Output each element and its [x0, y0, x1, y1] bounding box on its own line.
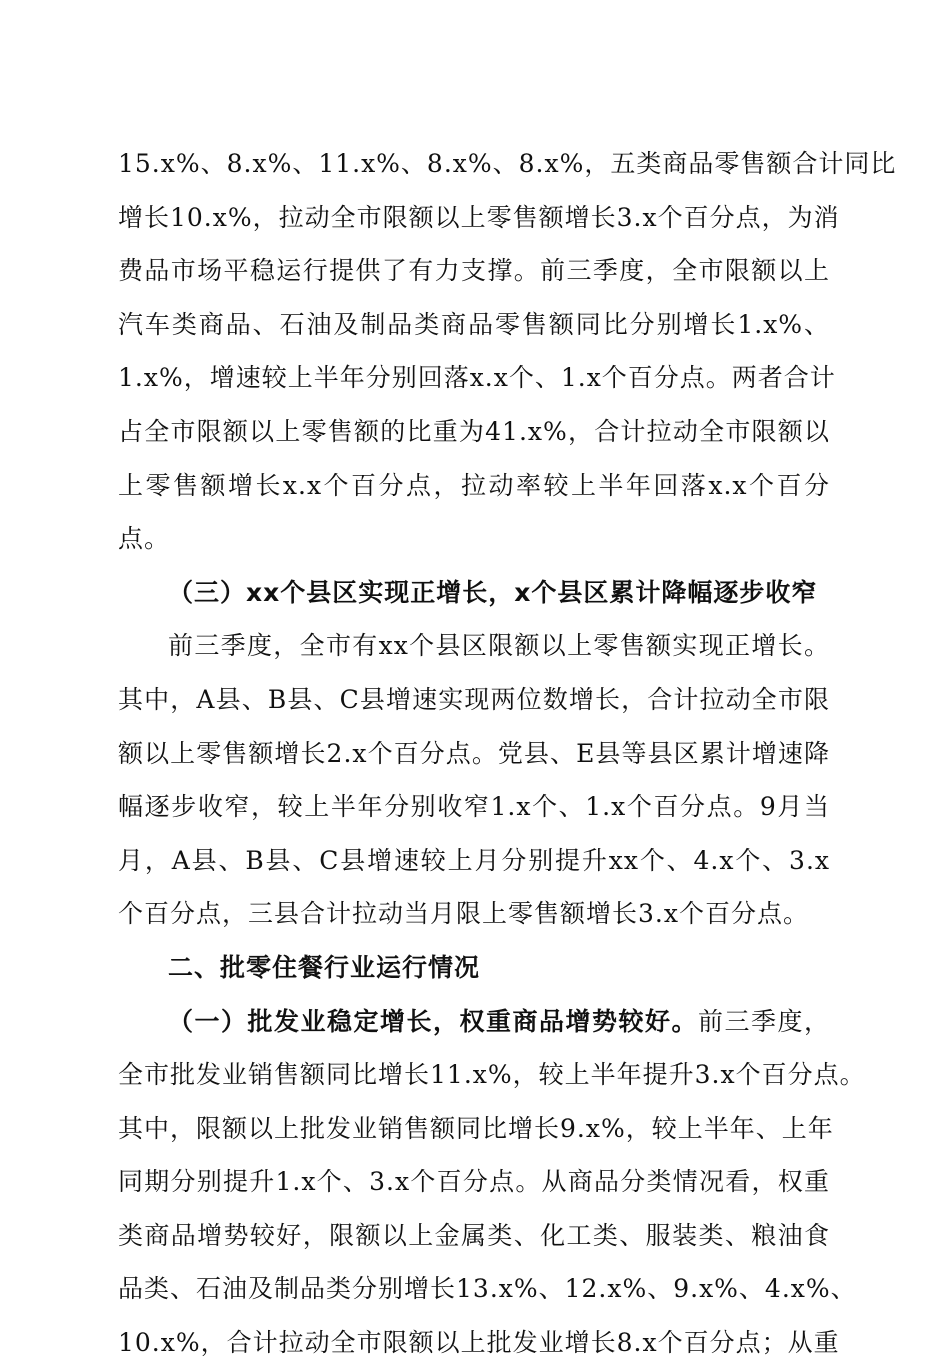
text-line: 增长10.x%，拉动全市限额以上零售额增长3.x个百分点，为消: [118, 202, 840, 232]
text-line: 其中，A县、B县、C县增速实现两位数增长，合计拉动全市限: [118, 684, 830, 714]
text-line: 占全市限额以上零售额的比重为41.x%，合计拉动全市限额以: [118, 416, 830, 446]
text-fragment: 前三季度，: [697, 1006, 830, 1036]
paragraph-retail-categories: [118, 137, 897, 566]
text-line: 汽车类商品、石油及制品类商品零售额同比分别增长1.x%、: [118, 309, 830, 339]
text-line: 1.x%，增速较上半年分别回落x.x个、1.x个百分点。两者合计: [118, 363, 836, 393]
paragraph-counties: [118, 619, 830, 941]
text-line: 同期分别提升1.x个、3.x个百分点。从商品分类情况看，权重: [118, 1167, 830, 1197]
document-page: [118, 137, 897, 1370]
text-line: 费品市场平稳运行提供了有力支撑。前三季度，全市限额以上: [118, 256, 830, 286]
section-heading-3: （三）xx个县区实现正增长，x个县区累计降幅逐步收窄: [168, 577, 818, 607]
text-line-first: [118, 995, 830, 1049]
subsection-heading-1: （一）批发业稳定增长，权重商品增势较好。: [168, 1006, 698, 1036]
text-line: 月，A县、B县、C县增速较上月分别提升xx个、4.x个、3.x: [118, 845, 830, 875]
text-line: 15.x%、8.x%、11.x%、8.x%、8.x%，五类商品零售额合计同比: [118, 149, 897, 178]
text-line: 类商品增势较好，限额以上金属类、化工类、服装类、粮油食: [118, 1220, 830, 1250]
paragraph-wholesale: [118, 995, 866, 1370]
text-line: 前三季度，全市有xx个县区限额以上零售额实现正增长。: [168, 631, 830, 661]
text-line: 其中，限额以上批发业销售额同比增长9.x%，较上半年、上年: [118, 1113, 834, 1143]
text-line: 上零售额增长x.x个百分点，拉动率较上半年回落x.x个百分: [118, 470, 830, 500]
text-line: 全市批发业销售额同比增长11.x%，较上半年提升3.x个百分点。: [118, 1060, 866, 1090]
text-line: 品类、石油及制品类分别增长13.x%、12.x%、9.x%、4.x%、: [118, 1274, 857, 1304]
text-line: 个百分点，三县合计拉动当月限上零售额增长3.x个百分点。: [118, 899, 809, 929]
text-line: 10.x%，合计拉动全市限额以上批发业增长8.x个百分点；从重: [118, 1328, 840, 1358]
section-title-2: 二、批零住餐行业运行情况: [168, 952, 481, 982]
text-line: 点。: [118, 524, 171, 554]
text-line: 幅逐步收窄，较上半年分别收窄1.x个、1.x个百分点。9月当: [118, 792, 830, 822]
text-line: 额以上零售额增长2.x个百分点。党县、E县等县区累计增速降: [118, 738, 830, 768]
